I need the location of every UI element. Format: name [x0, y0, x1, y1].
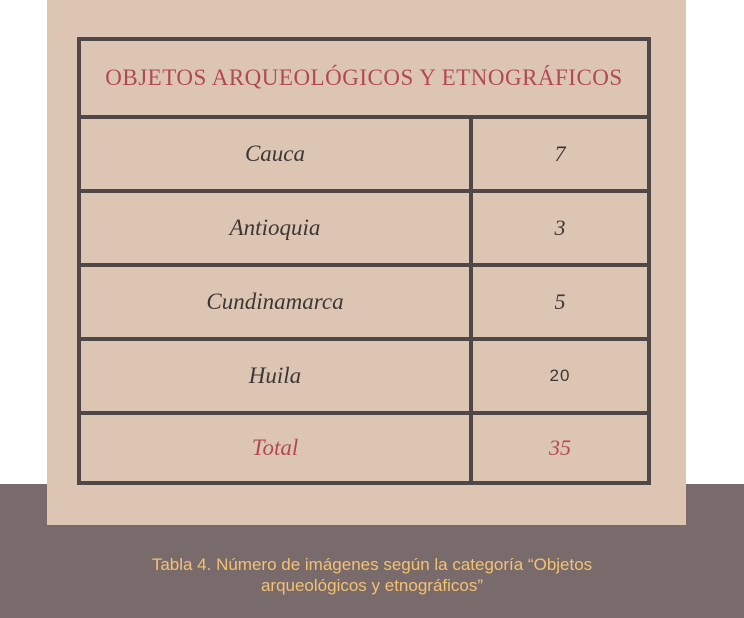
caption-line-1: Tabla 4. Número de imágenes según la categoría “Objetos: [151, 555, 593, 574]
data-table: [77, 37, 651, 485]
table-title: OBJETOS ARQUEOLÓGICOS Y ETNOGRÁFICOS: [105, 65, 623, 90]
count-cell: 3: [554, 215, 566, 240]
table-card: [47, 0, 686, 525]
region-cell: Cundinamarca: [81, 267, 473, 337]
region-cell: Huila: [81, 341, 473, 411]
region-cell: Antioquia: [81, 193, 473, 263]
count-cell: 7: [554, 141, 566, 166]
count-cell: 20: [549, 366, 571, 385]
table-caption: [72, 554, 672, 596]
table-row: [81, 337, 647, 411]
caption-line-2: arqueológicos y etnográficos”: [260, 576, 484, 595]
table-row: [81, 263, 647, 337]
total-label-cell: Total: [81, 415, 473, 481]
total-value-cell: 35: [549, 435, 571, 460]
table-title-row: [81, 41, 647, 115]
region-cell: Cauca: [81, 119, 473, 189]
table-total-row: [81, 411, 647, 481]
table-row: [81, 115, 647, 189]
count-cell: 5: [554, 289, 566, 314]
table-row: [81, 189, 647, 263]
